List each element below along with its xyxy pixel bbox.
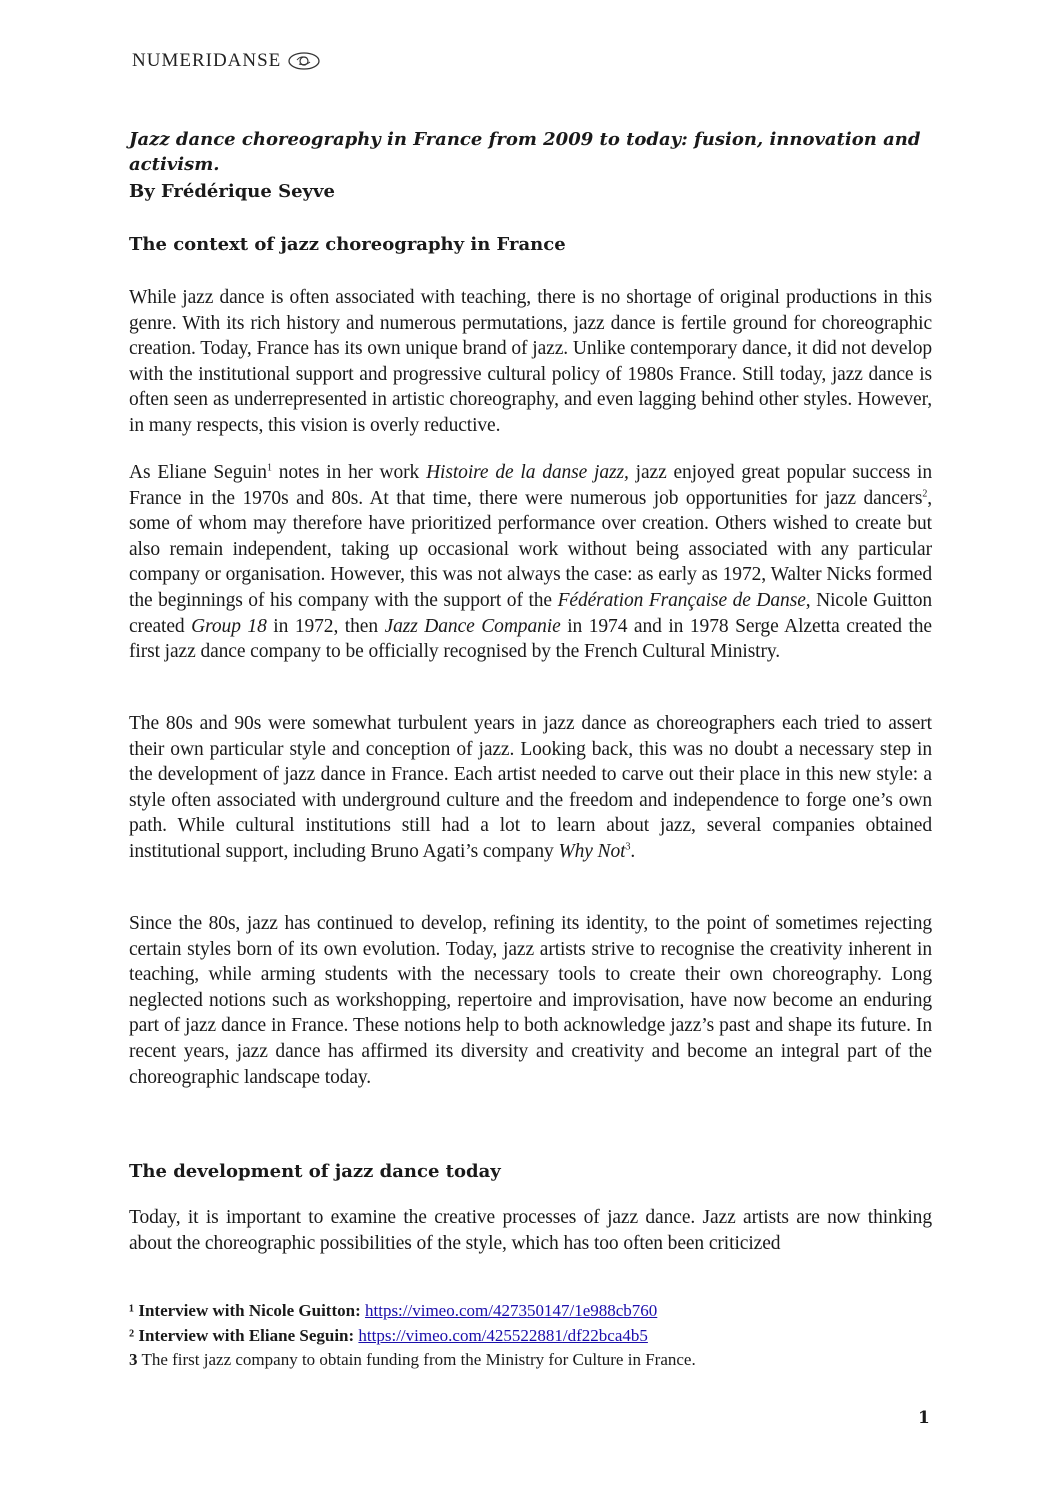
article-title: Jazz dance choreography in France from 2009 to today: fusion, innovation and activism. <box>129 129 921 175</box>
company-name: Why Not <box>558 840 626 862</box>
paragraph-4: Since the 80s, jazz has continued to develop, refining its identity, to the point of sometimes rejecting certain styles born of its own evolution. Today, jazz artists strive to recognise the creativity inherent in teaching, while arming students with the necessary tools to create their own choreography. Long neglected notions such as workshopping, repertoire and improvisation, have now become an enduring part of jazz dance in France. These notions help to both acknowledge jazz’s past and shape its future. In recent years, jazz dance has affirmed its diversity and creativity and become an integral part of the choreographic landscape today. <box>129 913 932 1088</box>
footnote-ref-1[interactable]: 1 <box>266 462 272 474</box>
footnotes <box>129 1299 949 1373</box>
paragraph-3: The 80s and 90s were somewhat turbulent years in jazz dance as choreographers each tried to assert their own particular style and conception of jazz. Looking back, this was no doubt a necessary step in the development of jazz dance in France. Each artist needed to carve out their place in this new style: a style often associated with underground culture and the freedom and independence to forge one’s own path. While cultural institutions still had a lot to learn about jazz, several companies obtained institutional support, including Bruno Agati’s company Why Not$^3$. <box>129 713 932 862</box>
footnote-1: ¹ Interview with Nicole Guitton: https://vimeo.com/427350147/1e988cb760 <box>129 1301 658 1320</box>
numeridanse-logo <box>132 50 321 72</box>
footnote-2: ² Interview with Eliane Seguin: https://vimeo.com/425522881/df22bca4b5 <box>129 1325 648 1345</box>
footnote-ref-2[interactable]: 2 <box>922 488 928 500</box>
paragraph-5: Today, it is important to examine the creative processes of jazz dance. Jazz artists are now thinking about the choreographic possibilities of the style, which has too often been criticized <box>129 1207 932 1254</box>
paragraph-2: As Eliane Seguin$^1$ notes in her work Histoire de la danse jazz, jazz enjoyed great popular success in France in the 1970s and 80s. At that time, there were numerous job opportunities for jazz dancers$^2$, some of whom may therefore have prioritized performance over creation. Others wished to create but also remain independent, taking up occasional work without being associated with any particular company or organisation. However, this was not always the case: as early as 1972, Walter Nicks formed the beginnings of his company with the support of the Fédération Française de Danse, Nicole Guitton created Group 18 in 1972, then Jazz Dance Companie in 1974 and in 1978 Serge Alzetta created the first jazz dance company to be officially recognised by the French Cultural Ministry. <box>129 462 933 663</box>
logo-eye-icon <box>287 51 321 71</box>
footnote-1-link[interactable]: https://vimeo.com/427350147/1e988cb760 <box>365 1301 658 1320</box>
logo-text: NUMERIDANSE <box>132 50 282 71</box>
page-number: 1 <box>918 1408 930 1428</box>
book-title: Histoire de la danse jazz, <box>426 462 629 483</box>
section-heading-development: The development of jazz dance today <box>129 1161 501 1182</box>
footnote-ref-3[interactable]: 3 <box>625 841 631 853</box>
article-byline: By Frédérique Seyve <box>129 181 335 202</box>
section-heading-context: The context of jazz choreography in France <box>129 234 566 255</box>
paragraph-1: While jazz dance is often associated with teaching, there is no shortage of original productions in this genre. With its rich history and numerous permutations, jazz dance is fertile ground for choreographic creation. Today, France has its own unique brand of jazz. Unlike contemporary dance, it did not develop with the institutional support and progressive cultural policy of 1980s France. Still today, jazz dance is often seen as underrepresented in artistic choreography, and even lagging behind other styles. However, in many respects, this vision is overly reductive. <box>129 287 932 436</box>
footnote-3: 3 The first jazz company to obtain funding from the Ministry for Culture in France. <box>129 1350 696 1369</box>
footnote-2-link[interactable]: https://vimeo.com/425522881/df22bca4b5 <box>358 1325 648 1345</box>
